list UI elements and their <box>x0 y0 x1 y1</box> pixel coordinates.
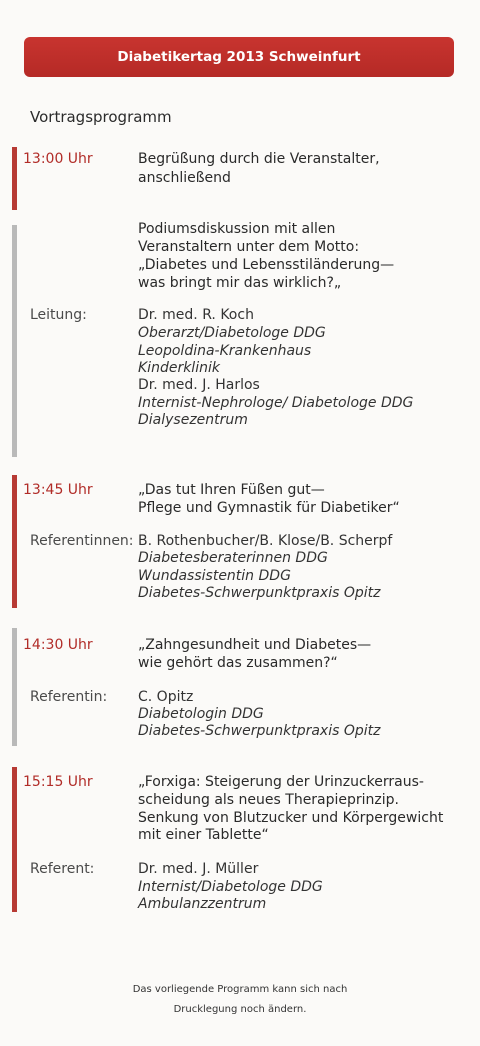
program-heading: Vortragsprogramm <box>30 108 172 126</box>
session-1-time: 13:00 Uhr <box>23 151 93 167</box>
session-2-title-line: „Das tut Ihren Füßen gut— <box>138 482 325 498</box>
panel-discussion-line: „Diabetes und Lebensstiländerung— <box>138 257 395 273</box>
moderator-name: Dr. med. R. Koch <box>138 307 254 323</box>
speaker-affiliation: Diabetologin DDG <box>138 706 264 722</box>
session-1-title-line: anschließend <box>138 170 231 186</box>
speaker-affiliation: Diabetes-Schwerpunktpraxis Opitz <box>138 723 381 739</box>
footer-note <box>0 980 480 1020</box>
session-3-time: 14:30 Uhr <box>23 637 93 653</box>
session-1-accent-bar <box>12 147 17 210</box>
session-4-title-line: scheidung als neues Therapieprinzip. <box>138 792 400 808</box>
moderator-affiliation: Oberarzt/Diabetologe DDG <box>138 325 326 341</box>
session-3-title-line: wie gehört das zusammen?“ <box>138 655 338 671</box>
session-2-title-line: Pflege und Gymnastik für Diabetiker“ <box>138 500 400 516</box>
session-2-accent-bar <box>12 475 17 608</box>
session-2-time: 13:45 Uhr <box>23 482 93 498</box>
speaker-affiliation: Internist/Diabetologe DDG <box>138 879 323 895</box>
speaker-affiliation: Wundassistentin DDG <box>138 568 291 584</box>
speakers-label: Referentinnen: <box>30 533 134 549</box>
panel-discussion-line: Veranstaltern unter dem Motto: <box>138 239 360 255</box>
session-4-title-line: mit einer Tablette“ <box>138 827 269 843</box>
speaker-name: C. Opitz <box>138 689 194 705</box>
moderator-label: Leitung: <box>30 307 87 323</box>
session-1-title-line: Begrüßung durch die Veranstalter, <box>138 151 380 167</box>
speaker-affiliation: Diabetes-Schwerpunktpraxis Opitz <box>138 585 381 601</box>
moderator-affiliation: Kinderklinik <box>138 360 220 376</box>
moderator-affiliation: Dialysezentrum <box>138 412 248 428</box>
panel-discussion-line: Podiumsdiskussion mit allen <box>138 221 336 237</box>
moderator-name: Dr. med. J. Harlos <box>138 377 260 393</box>
event-banner <box>24 37 454 77</box>
speakers-names: B. Rothenbucher/B. Klose/B. Scherpf <box>138 533 393 549</box>
session-4-time: 15:15 Uhr <box>23 774 93 790</box>
session-3-accent-bar <box>12 628 17 746</box>
speaker-label: Referentin: <box>30 689 108 705</box>
session-4-title-line: Senkung von Blutzucker und Körpergewicht <box>138 810 444 826</box>
session-1-panel-bar <box>12 225 17 457</box>
event-title: Diabetikertag 2013 Schweinfurt <box>117 49 361 65</box>
panel-discussion-line: was bringt mir das wirklich?„ <box>138 275 342 291</box>
speaker-affiliation: Diabetesberaterinnen DDG <box>138 550 328 566</box>
speaker-affiliation: Ambulanzzentrum <box>138 896 267 912</box>
footer-line: Drucklegung noch ändern. <box>173 1004 307 1015</box>
speaker-name: Dr. med. J. Müller <box>138 861 259 877</box>
moderator-affiliation: Leopoldina-Krankenhaus <box>138 343 312 359</box>
session-3-title-line: „Zahngesundheit und Diabetes— <box>138 637 372 653</box>
footer-line: Das vorliegende Programm kann sich nach <box>132 984 348 995</box>
session-4-accent-bar <box>12 767 17 912</box>
session-4-title-line: „Forxiga: Steigerung der Urinzuckerraus- <box>138 774 424 790</box>
speaker-label: Referent: <box>30 861 95 877</box>
moderator-affiliation: Internist-Nephrologe/ Diabetologe DDG <box>138 395 414 411</box>
